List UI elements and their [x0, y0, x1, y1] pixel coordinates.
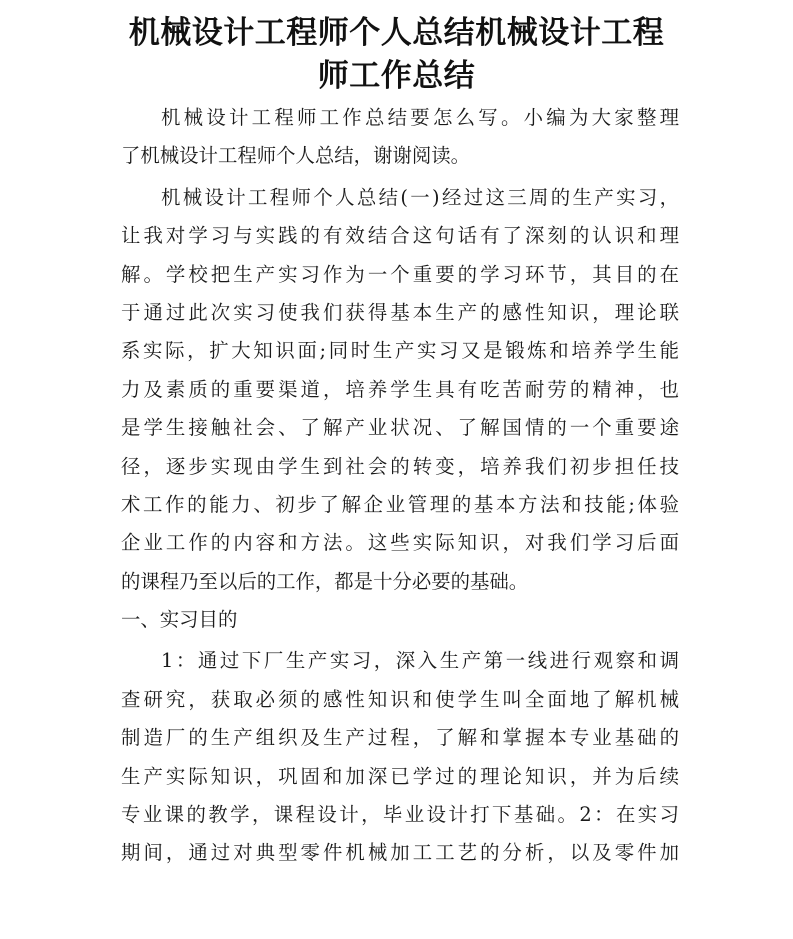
text-line: 解。学校把生产实习作为一个重要的学习环节，其目的在	[121, 262, 679, 286]
text-line: 力及素质的重要渠道，培养学生具有吃苦耐劳的精神，也	[121, 377, 679, 401]
paragraph-summary-one	[121, 179, 679, 601]
document-title	[0, 0, 793, 98]
text-line: 企业工作的内容和方法。这些实际知识，对我们学习后面	[121, 531, 679, 555]
text-line: 的课程乃至以后的工作，都是十分必要的基础。	[121, 569, 529, 593]
text-line: 机械设计工程师个人总结(一)经过这三周的生产实习，	[161, 185, 679, 209]
text-line: 于通过此次实习使我们获得基本生产的感性知识，理论联	[121, 300, 679, 324]
text-line: 查研究，获取必须的感性知识和使学生叫全面地了解机械	[121, 687, 679, 711]
title-line-2: 师工作总结	[317, 58, 476, 94]
text-line: 1：通过下厂生产实习，深入生产第一线进行观察和调	[161, 649, 679, 673]
text-line: 系实际，扩大知识面;同时生产实习又是锻炼和培养学生能	[121, 339, 679, 363]
text-line: 期间，通过对典型零件机械加工工艺的分析，以及零件加	[121, 841, 679, 865]
paragraph-intro	[121, 99, 679, 176]
section-heading: 一、实习目的	[121, 608, 238, 632]
text-line: 制造厂的生产组织及生产过程，了解和掌握本专业基础的	[121, 726, 679, 750]
text-line: 机械设计工程师工作总结要怎么写。小编为大家整理	[161, 106, 679, 129]
text-line: 专业课的教学，课程设计，毕业设计打下基础。2：在实习	[121, 803, 679, 827]
title-line-1: 机械设计工程师个人总结机械设计工程	[128, 15, 665, 51]
text-line: 术工作的能力、初步了解企业管理的基本方法和技能;体验	[121, 492, 679, 516]
text-line: 径，逐步实现由学生到社会的转变，培养我们初步担任技	[121, 454, 679, 478]
text-line: 让我对学习与实践的有效结合这句话有了深刻的认识和理	[121, 224, 679, 248]
document-body	[121, 99, 679, 873]
paragraph-internship-goals	[121, 642, 679, 872]
text-line: 了机械设计工程师个人总结，谢谢阅读。	[121, 144, 471, 168]
text-line: 是学生接触社会、了解产业状况、了解国情的一个重要途	[121, 416, 679, 440]
text-line: 生产实际知识，巩固和加深已学过的理论知识，并为后续	[121, 764, 679, 788]
